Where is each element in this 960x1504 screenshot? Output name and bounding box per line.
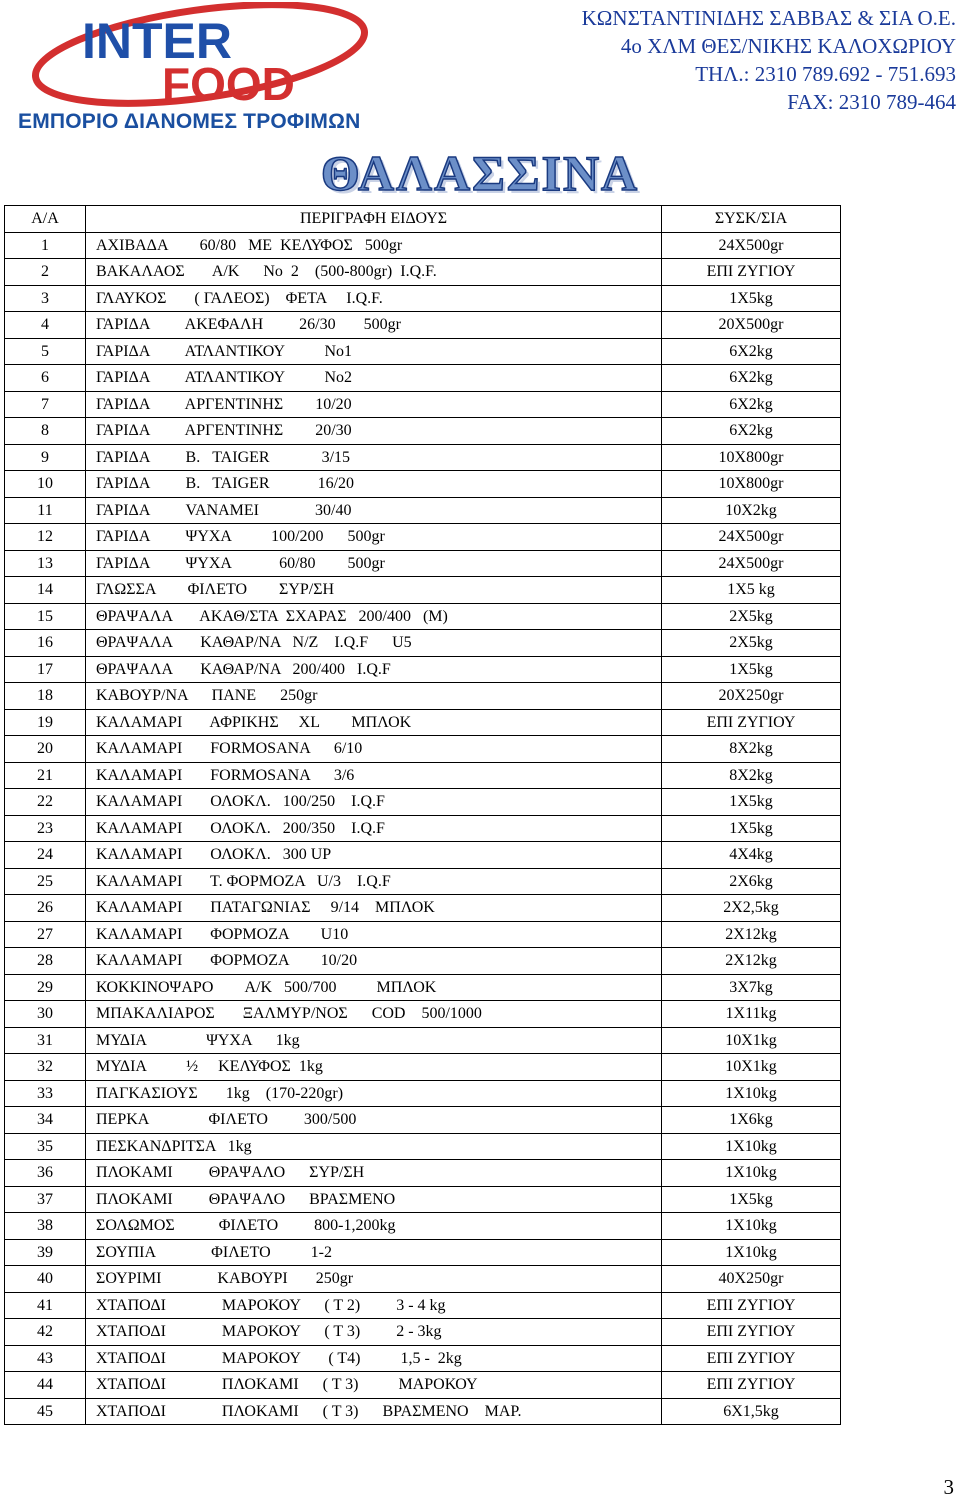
row-index: 20 xyxy=(5,736,86,763)
table-row xyxy=(5,1398,841,1425)
table-row xyxy=(5,444,841,471)
row-description: ΧΤΑΠΟΔΙ ΜΑΡΟΚΟΥ ( Τ 2) 3 - 4 kg xyxy=(86,1292,662,1319)
row-index: 41 xyxy=(5,1292,86,1319)
table-row xyxy=(5,285,841,312)
row-description: ΚΑΛΑΜΑΡΙ ΦΟΡΜΟΖΑ U10 xyxy=(86,921,662,948)
row-description: ΓΑΡΙΔΑ ΑΡΓΕΝΤΙΝΗΣ 10/20 xyxy=(86,391,662,418)
table-row xyxy=(5,1266,841,1293)
row-package: 24Χ500gr xyxy=(662,524,841,551)
row-index: 31 xyxy=(5,1027,86,1054)
row-description: ΓΑΡΙΔΑ ΑΤΛΑΝΤΙΚΟΥ Νο1 xyxy=(86,338,662,365)
row-index: 19 xyxy=(5,709,86,736)
row-index: 14 xyxy=(5,577,86,604)
row-index: 22 xyxy=(5,789,86,816)
row-description: ΑΧΙΒΑΔΑ 60/80 ΜΕ ΚΕΛΥΦΟΣ 500gr xyxy=(86,232,662,259)
table-row xyxy=(5,868,841,895)
row-package: 2Χ5kg xyxy=(662,603,841,630)
row-index: 30 xyxy=(5,1001,86,1028)
table-header-row xyxy=(5,206,841,233)
row-description: ΘΡΑΨΑΛΑ ΚΑΘΑΡ/ΝΑ 200/400 I.Q.F xyxy=(86,656,662,683)
row-index: 28 xyxy=(5,948,86,975)
row-index: 8 xyxy=(5,418,86,445)
row-description: ΓΑΡΙΔΑ ΨΥΧΑ 60/80 500gr xyxy=(86,550,662,577)
row-package: 1Χ10kg xyxy=(662,1213,841,1240)
row-index: 42 xyxy=(5,1319,86,1346)
row-package: 1Χ10kg xyxy=(662,1160,841,1187)
row-index: 2 xyxy=(5,259,86,286)
row-index: 7 xyxy=(5,391,86,418)
table-row xyxy=(5,630,841,657)
row-index: 33 xyxy=(5,1080,86,1107)
row-index: 36 xyxy=(5,1160,86,1187)
row-package: 6Χ2kg xyxy=(662,365,841,392)
row-package: ΕΠΙ ΖΥΓΙΟΥ xyxy=(662,1345,841,1372)
row-package: 1Χ5kg xyxy=(662,1186,841,1213)
company-fax: FAX: 2310 789-464 xyxy=(787,90,956,114)
page-number: 3 xyxy=(943,1475,954,1499)
table-row xyxy=(5,736,841,763)
table-row xyxy=(5,842,841,869)
row-description: ΚΑΛΑΜΑΡΙ FORMOSANA 3/6 xyxy=(86,762,662,789)
table-body xyxy=(5,232,841,1425)
row-package: 10Χ1kg xyxy=(662,1054,841,1081)
row-index: 4 xyxy=(5,312,86,339)
row-description: ΠΛΟΚΑΜΙ ΘΡΑΨΑΛΟ ΒΡΑΣΜΕΝΟ xyxy=(86,1186,662,1213)
table-row xyxy=(5,1001,841,1028)
company-name: ΚΩΝΣΤΑΝΤΙΝΙΔΗΣ ΣΑΒΒΑΣ & ΣΙΑ Ο.Ε. xyxy=(581,6,956,30)
row-index: 32 xyxy=(5,1054,86,1081)
row-description: ΧΤΑΠΟΔΙ ΠΛΟΚΑΜΙ ( Τ 3) ΜΑΡΟΚΟΥ xyxy=(86,1372,662,1399)
row-index: 6 xyxy=(5,365,86,392)
table-row xyxy=(5,1319,841,1346)
row-package: 24Χ500gr xyxy=(662,550,841,577)
row-package: 10Χ2kg xyxy=(662,497,841,524)
table-row xyxy=(5,1372,841,1399)
row-description: ΚΑΛΑΜΑΡΙ ΟΛΟΚΛ. 300 UP xyxy=(86,842,662,869)
row-package: 1Χ11kg xyxy=(662,1001,841,1028)
row-package: 1Χ6kg xyxy=(662,1107,841,1134)
row-package: 2Χ5kg xyxy=(662,630,841,657)
company-info xyxy=(582,4,956,116)
logo-graphic xyxy=(22,2,372,112)
row-description: ΒΑΚΑΛΑΟΣ Α/Κ Νο 2 (500-800gr) I.Q.F. xyxy=(86,259,662,286)
table-row xyxy=(5,921,841,948)
table-row xyxy=(5,365,841,392)
row-description: ΓΑΡΙΔΑ ΑΚΕΦΑΛΗ 26/30 500gr xyxy=(86,312,662,339)
row-index: 44 xyxy=(5,1372,86,1399)
row-description: ΚΑΛΑΜΑΡΙ ΦΟΡΜΟΖΑ 10/20 xyxy=(86,948,662,975)
table-row xyxy=(5,471,841,498)
row-index: 43 xyxy=(5,1345,86,1372)
row-package: ΕΠΙ ΖΥΓΙΟΥ xyxy=(662,709,841,736)
row-index: 15 xyxy=(5,603,86,630)
table-row xyxy=(5,656,841,683)
row-package: 8Χ2kg xyxy=(662,736,841,763)
row-description: ΚΑΛΑΜΑΡΙ ΠΑΤΑΓΩΝΙΑΣ 9/14 ΜΠΛΟΚ xyxy=(86,895,662,922)
table-row xyxy=(5,259,841,286)
row-index: 9 xyxy=(5,444,86,471)
company-address: 4ο ΧΛΜ ΘΕΣ/ΝΙΚΗΣ ΚΑΛΟΧΩΡΙΟΥ xyxy=(620,34,956,58)
row-package: 2Χ2,5kg xyxy=(662,895,841,922)
row-package: ΕΠΙ ΖΥΓΙΟΥ xyxy=(662,1292,841,1319)
header-package: ΣΥΣΚ/ΣΙΑ xyxy=(662,206,841,233)
table-row xyxy=(5,550,841,577)
row-package: 6Χ2kg xyxy=(662,338,841,365)
row-description: ΘΡΑΨΑΛΑ ΑΚΑΘ/ΣΤΑ ΣΧΑΡΑΣ 200/400 (Μ) xyxy=(86,603,662,630)
row-package: 10Χ1kg xyxy=(662,1027,841,1054)
row-package: 4Χ4kg xyxy=(662,842,841,869)
row-index: 25 xyxy=(5,868,86,895)
table-row xyxy=(5,789,841,816)
row-description: ΚΟΚΚΙΝΟΨΑΡΟ Α/Κ 500/700 ΜΠΛΟΚ xyxy=(86,974,662,1001)
row-index: 34 xyxy=(5,1107,86,1134)
row-package: 10Χ800gr xyxy=(662,444,841,471)
table-row xyxy=(5,815,841,842)
row-package: 40Χ250gr xyxy=(662,1266,841,1293)
row-description: ΜΠΑΚΑΛΙΑΡΟΣ ΞΑΛΜΥΡ/ΝΟΣ COD 500/1000 xyxy=(86,1001,662,1028)
table-row xyxy=(5,1186,841,1213)
row-description: ΠΛΟΚΑΜΙ ΘΡΑΨΑΛΟ ΣΥΡ/ΣΗ xyxy=(86,1160,662,1187)
row-description: ΓΑΡΙΔΑ ΨΥΧΑ 100/200 500gr xyxy=(86,524,662,551)
table-row xyxy=(5,1133,841,1160)
row-index: 24 xyxy=(5,842,86,869)
row-description: ΧΤΑΠΟΔΙ ΜΑΡΟΚΟΥ ( Τ4) 1,5 - 2kg xyxy=(86,1345,662,1372)
row-package: ΕΠΙ ΖΥΓΙΟΥ xyxy=(662,1319,841,1346)
row-description: ΘΡΑΨΑΛΑ ΚΑΘΑΡ/ΝΑ Ν/Ζ I.Q.F U5 xyxy=(86,630,662,657)
row-description: ΚΑΛΑΜΑΡΙ ΟΛΟΚΛ. 200/350 I.Q.F xyxy=(86,815,662,842)
product-table xyxy=(4,205,841,1425)
row-description: ΓΑΡΙΔΑ VANAMEI 30/40 xyxy=(86,497,662,524)
table-row xyxy=(5,709,841,736)
table-row xyxy=(5,232,841,259)
table-row xyxy=(5,1213,841,1240)
row-index: 35 xyxy=(5,1133,86,1160)
table-row xyxy=(5,762,841,789)
row-description: ΚΑΛΑΜΑΡΙ FORMOSANA 6/10 xyxy=(86,736,662,763)
row-description: ΚΑΛΑΜΑΡΙ Τ. ΦΟΡΜΟΖΑ U/3 I.Q.F xyxy=(86,868,662,895)
row-description: ΚΑΛΑΜΑΡΙ ΑΦΡΙΚΗΣ XL ΜΠΛΟΚ xyxy=(86,709,662,736)
logo-text-inter: INTER xyxy=(82,13,232,69)
product-table-container xyxy=(4,205,840,1425)
table-row xyxy=(5,524,841,551)
row-description: ΓΑΡΙΔΑ ΑΤΛΑΝΤΙΚΟΥ Νο2 xyxy=(86,365,662,392)
company-phone: ΤΗΛ.: 2310 789.692 - 751.693 xyxy=(695,62,956,86)
table-row xyxy=(5,603,841,630)
row-description: ΜΥΔΙΑ ΨΥΧΑ 1kg xyxy=(86,1027,662,1054)
table-row xyxy=(5,1292,841,1319)
row-index: 3 xyxy=(5,285,86,312)
table-row xyxy=(5,1160,841,1187)
row-description: ΠΕΡΚΑ ΦΙΛΕΤΟ 300/500 xyxy=(86,1107,662,1134)
company-tagline: ΕΜΠΟΡΙΟ ΔΙΑΝΟΜΕΣ ΤΡΟΦΙΜΩΝ xyxy=(18,110,361,133)
header-index: Α/Α xyxy=(5,206,86,233)
row-index: 16 xyxy=(5,630,86,657)
row-package: 1Χ5kg xyxy=(662,656,841,683)
row-description: ΓΑΡΙΔΑ ΑΡΓΕΝΤΙΝΗΣ 20/30 xyxy=(86,418,662,445)
table-row xyxy=(5,497,841,524)
row-index: 10 xyxy=(5,471,86,498)
header-description: ΠΕΡΙΓΡΑΦΗ ΕΙΔΟΥΣ xyxy=(86,206,662,233)
table-row xyxy=(5,418,841,445)
row-index: 26 xyxy=(5,895,86,922)
row-package: 10Χ800gr xyxy=(662,471,841,498)
row-description: ΧΤΑΠΟΔΙ ΠΛΟΚΑΜΙ ( Τ 3) ΒΡΑΣΜΕΝΟ ΜΑΡ. xyxy=(86,1398,662,1425)
row-description: ΚΑΛΑΜΑΡΙ ΟΛΟΚΛ. 100/250 I.Q.F xyxy=(86,789,662,816)
row-description: ΣΟΥΡΙΜΙ ΚΑΒΟΥΡΙ 250gr xyxy=(86,1266,662,1293)
table-row xyxy=(5,895,841,922)
row-index: 11 xyxy=(5,497,86,524)
row-package: 1Χ5kg xyxy=(662,285,841,312)
table-row xyxy=(5,683,841,710)
table-row xyxy=(5,974,841,1001)
row-package: 6Χ2kg xyxy=(662,391,841,418)
row-package: 1Χ10kg xyxy=(662,1239,841,1266)
row-index: 29 xyxy=(5,974,86,1001)
row-package: 2Χ6kg xyxy=(662,868,841,895)
row-index: 13 xyxy=(5,550,86,577)
table-row xyxy=(5,338,841,365)
row-description: ΣΟΥΠΙΑ ΦΙΛΕΤΟ 1-2 xyxy=(86,1239,662,1266)
row-index: 40 xyxy=(5,1266,86,1293)
row-package: ΕΠΙ ΖΥΓΙΟΥ xyxy=(662,259,841,286)
row-index: 21 xyxy=(5,762,86,789)
table-row xyxy=(5,1107,841,1134)
table-row xyxy=(5,577,841,604)
section-title: ΘΑΛΑΣΣΙΝΑ xyxy=(320,145,640,201)
table-row xyxy=(5,1027,841,1054)
row-package: 1Χ10kg xyxy=(662,1133,841,1160)
interfood-logo xyxy=(22,2,372,112)
row-description: ΓΛΩΣΣΑ ΦΙΛΕΤΟ ΣΥΡ/ΣΗ xyxy=(86,577,662,604)
row-package: 2Χ12kg xyxy=(662,948,841,975)
table-row xyxy=(5,1054,841,1081)
row-index: 23 xyxy=(5,815,86,842)
row-package: 1Χ5kg xyxy=(662,815,841,842)
row-package: 24Χ500gr xyxy=(662,232,841,259)
table-row xyxy=(5,391,841,418)
row-package: 3Χ7kg xyxy=(662,974,841,1001)
row-package: 2Χ12kg xyxy=(662,921,841,948)
row-package: 6Χ1,5kg xyxy=(662,1398,841,1425)
table-row xyxy=(5,948,841,975)
row-index: 45 xyxy=(5,1398,86,1425)
table-row xyxy=(5,312,841,339)
row-package: 20Χ500gr xyxy=(662,312,841,339)
row-index: 12 xyxy=(5,524,86,551)
row-index: 1 xyxy=(5,232,86,259)
row-index: 39 xyxy=(5,1239,86,1266)
row-package: 6Χ2kg xyxy=(662,418,841,445)
table-row xyxy=(5,1345,841,1372)
row-description: ΠΑΓΚΑΣΙΟΥΣ 1kg (170-220gr) xyxy=(86,1080,662,1107)
row-package: 20Χ250gr xyxy=(662,683,841,710)
row-description: ΓΑΡΙΔΑ Β. TAIGER 16/20 xyxy=(86,471,662,498)
row-package: 1Χ5kg xyxy=(662,789,841,816)
row-description: ΓΑΡΙΔΑ Β. TAIGER 3/15 xyxy=(86,444,662,471)
row-package: 1Χ10kg xyxy=(662,1080,841,1107)
row-description: ΠΕΣΚΑΝΔΡΙΤΣΑ 1kg xyxy=(86,1133,662,1160)
table-row xyxy=(5,1239,841,1266)
row-package: 8Χ2kg xyxy=(662,762,841,789)
table-row xyxy=(5,1080,841,1107)
row-package: ΕΠΙ ΖΥΓΙΟΥ xyxy=(662,1372,841,1399)
row-index: 5 xyxy=(5,338,86,365)
row-index: 38 xyxy=(5,1213,86,1240)
row-package: 1Χ5 kg xyxy=(662,577,841,604)
row-index: 27 xyxy=(5,921,86,948)
row-description: ΜΥΔΙΑ ½ ΚΕΛΥΦΟΣ 1kg xyxy=(86,1054,662,1081)
row-description: ΚΑΒΟΥΡ/ΝΑ ΠΑΝΕ 250gr xyxy=(86,683,662,710)
row-index: 37 xyxy=(5,1186,86,1213)
row-description: ΣΟΛΩΜΟΣ ΦΙΛΕΤΟ 800-1,200kg xyxy=(86,1213,662,1240)
row-index: 18 xyxy=(5,683,86,710)
row-index: 17 xyxy=(5,656,86,683)
row-description: ΓΛΑΥΚΟΣ ( ΓΑΛΕΟΣ) ΦΕΤΑ I.Q.F. xyxy=(86,285,662,312)
row-description: ΧΤΑΠΟΔΙ ΜΑΡΟΚΟΥ ( Τ 3) 2 - 3kg xyxy=(86,1319,662,1346)
logo-text-food: FOOD xyxy=(162,58,295,110)
